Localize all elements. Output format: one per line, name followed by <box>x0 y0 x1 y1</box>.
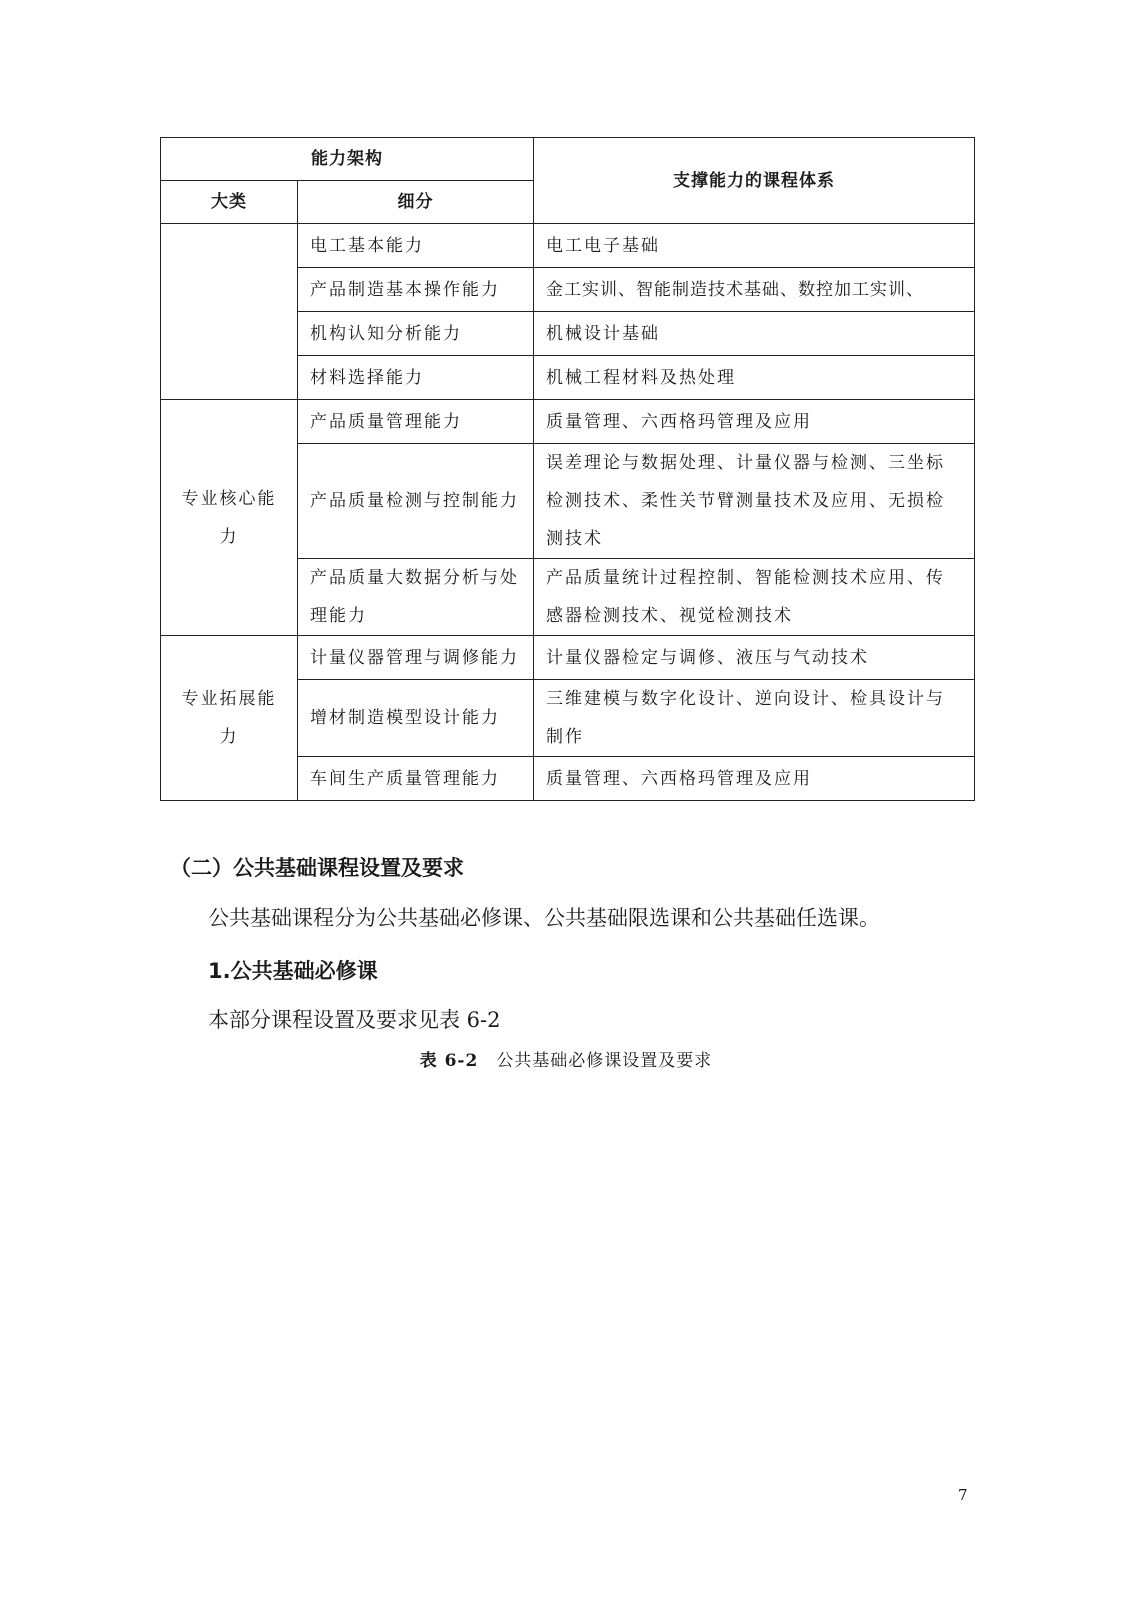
courses-cell: 三维建模与数字化设计、逆向设计、检具设计与制作 <box>534 680 975 757</box>
courses-cell: 机械工程材料及热处理 <box>534 356 975 400</box>
caption-number: 表 6-2 <box>419 1051 479 1071</box>
courses-cell: 质量管理、六西格玛管理及应用 <box>534 400 975 444</box>
table-row <box>161 636 975 680</box>
courses-cell: 质量管理、六西格玛管理及应用 <box>534 757 975 801</box>
section-title: （二）公共基础课程设置及要求 <box>170 856 464 880</box>
courses-cell: 机械设计基础 <box>534 312 975 356</box>
header-ability-framework: 能力架构 <box>161 138 534 181</box>
subdivision-cell: 机构认知分析能力 <box>298 312 534 356</box>
subdivision-cell: 计量仪器管理与调修能力 <box>298 636 534 680</box>
subdivision-cell: 增材制造模型设计能力 <box>298 680 534 757</box>
courses-cell: 误差理论与数据处理、计量仪器与检测、三坐标检测技术、柔性关节臂测量技术及应用、无损检测技术 <box>534 444 975 559</box>
header-category: 大类 <box>161 181 298 224</box>
courses-cell: 产品质量统计过程控制、智能检测技术应用、传感器检测技术、视觉检测技术 <box>534 559 975 636</box>
header-supporting-courses: 支撑能力的课程体系 <box>534 138 975 224</box>
subdivision-cell: 车间生产质量管理能力 <box>298 757 534 801</box>
category-cell <box>161 224 298 400</box>
table-row <box>161 400 975 444</box>
category-cell: 专业拓展能力 <box>161 636 298 801</box>
table-row <box>161 224 975 268</box>
section-paragraph: 公共基础课程分为公共基础必修课、公共基础限选课和公共基础任选课。 <box>208 906 880 930</box>
page-number: 7 <box>958 1486 968 1504</box>
ability-course-table <box>160 137 975 801</box>
category-cell: 专业核心能力 <box>161 400 298 636</box>
courses-cell: 电工电子基础 <box>534 224 975 268</box>
courses-cell: 计量仪器检定与调修、液压与气动技术 <box>534 636 975 680</box>
caption-text: 公共基础必修课设置及要求 <box>496 1051 713 1071</box>
header-subdivision: 细分 <box>298 181 534 224</box>
section-paragraph-2: 本部分课程设置及要求见表 6-2 <box>208 1008 501 1032</box>
subdivision-cell: 产品质量管理能力 <box>298 400 534 444</box>
subdivision-cell: 产品质量检测与控制能力 <box>298 444 534 559</box>
courses-cell: 金工实训、智能制造技术基础、数控加工实训、 <box>534 268 975 312</box>
subdivision-cell: 产品制造基本操作能力 <box>298 268 534 312</box>
subdivision-cell: 产品质量大数据分析与处理能力 <box>298 559 534 636</box>
subsection-title: 1.公共基础必修课 <box>208 959 378 983</box>
subdivision-cell: 材料选择能力 <box>298 356 534 400</box>
table-caption <box>0 1046 1132 1071</box>
subdivision-cell: 电工基本能力 <box>298 224 534 268</box>
